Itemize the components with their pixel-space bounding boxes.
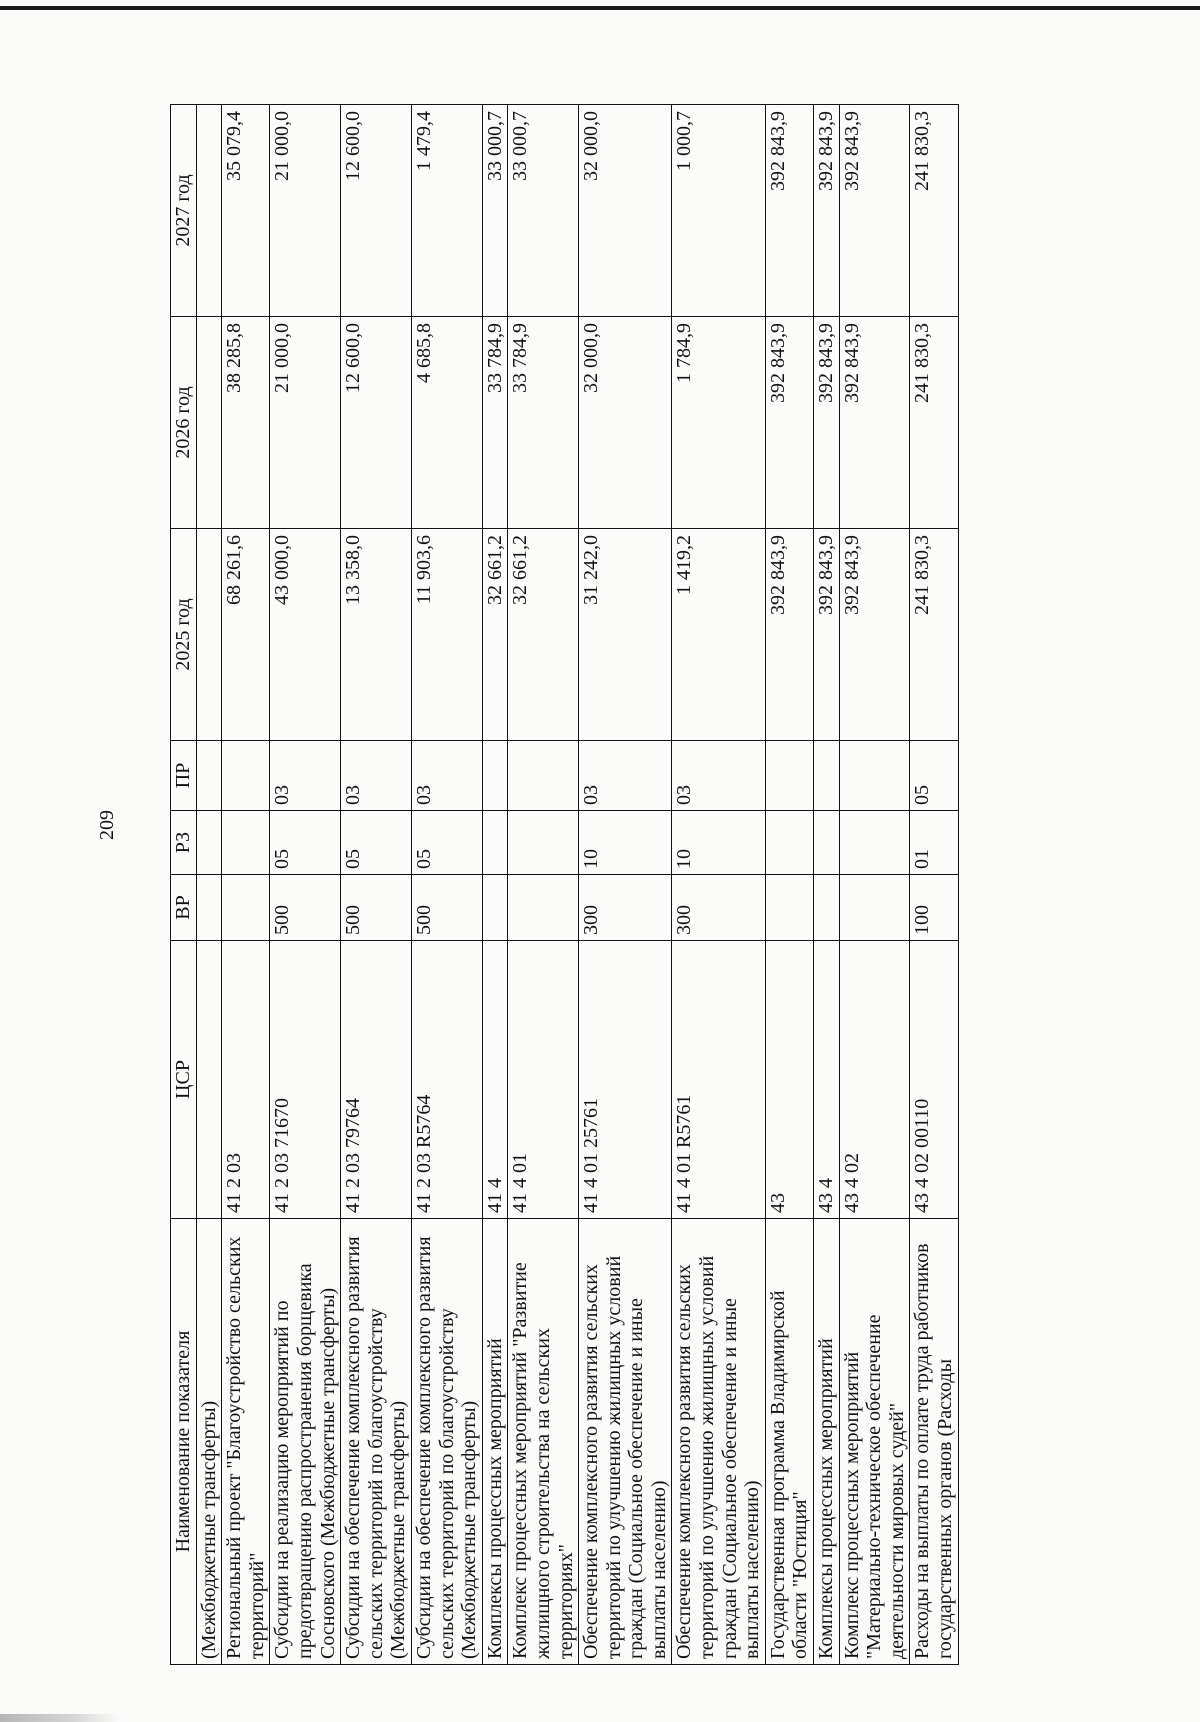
- cell-csr: 43: [765, 941, 813, 1219]
- cell-pr: 03: [579, 741, 672, 811]
- cell-rz: 01: [910, 811, 958, 875]
- table-row: [508, 105, 579, 1665]
- table-row: [910, 105, 958, 1665]
- cell-rz: 10: [579, 811, 672, 875]
- cell-csr: 43 4 02: [839, 941, 910, 1219]
- cell-rz: [222, 811, 270, 875]
- cell-name: Обеспечение комплексного развития сельских территорий по улучшению жилищных условий граждан (Социальное обеспечение и иные выплаты населению): [579, 1219, 672, 1665]
- cell-2026: 38 285,8: [222, 317, 270, 529]
- cell-pr: 05: [910, 741, 958, 811]
- cell-2027: 392 843,9: [765, 105, 813, 317]
- cell-2027: 12 600,0: [341, 105, 412, 317]
- cell-csr: 41 2 03 79764: [341, 941, 412, 1219]
- header-pr: ПР: [171, 741, 197, 811]
- cell-2026: 12 600,0: [341, 317, 412, 529]
- cell-pr: 03: [341, 741, 412, 811]
- cell-2025: 32 661,2: [508, 529, 579, 741]
- cell-2027: 35 079,4: [222, 105, 270, 317]
- cell-2025: 392 843,9: [814, 529, 840, 741]
- header-name: Наименование показателя: [171, 1219, 197, 1665]
- table-row: [341, 105, 412, 1665]
- cell-2027: 392 843,9: [839, 105, 910, 317]
- cell-2026: 21 000,0: [270, 317, 341, 529]
- cell-rz: [196, 811, 222, 875]
- table-header-row: [171, 105, 197, 1665]
- table-row: [672, 105, 765, 1665]
- cell-2026: 32 000,0: [579, 317, 672, 529]
- cell-name: Региональный проект "Благоустройство сельских территорий": [222, 1219, 270, 1665]
- cell-2025: 13 358,0: [341, 529, 412, 741]
- cell-vr: [196, 875, 222, 941]
- cell-2026: 392 843,9: [765, 317, 813, 529]
- scan-top-edge: [0, 6, 1200, 10]
- cell-rz: 05: [270, 811, 341, 875]
- cell-2027: 32 000,0: [579, 105, 672, 317]
- cell-name: Обеспечение комплексного развития сельских территорий по улучшению жилищных условий граждан (Социальное обеспечение и иные выплаты населению): [672, 1219, 765, 1665]
- cell-name: (Межбюджетные трансферты): [196, 1219, 222, 1665]
- cell-pr: [222, 741, 270, 811]
- cell-rz: 05: [341, 811, 412, 875]
- table-row: [839, 105, 910, 1665]
- cell-csr: 43 4: [814, 941, 840, 1219]
- cell-vr: 500: [411, 875, 482, 941]
- cell-2026: 4 685,8: [411, 317, 482, 529]
- table-row: [579, 105, 672, 1665]
- cell-2027: 33 000,7: [508, 105, 579, 317]
- cell-csr: 41 4 01: [508, 941, 579, 1219]
- cell-2025: 1 419,2: [672, 529, 765, 741]
- header-2026: 2026 год: [171, 317, 197, 529]
- cell-2027: 1 479,4: [411, 105, 482, 317]
- cell-vr: 300: [579, 875, 672, 941]
- cell-csr: 41 2 03 71670: [270, 941, 341, 1219]
- cell-vr: [765, 875, 813, 941]
- cell-csr: 43 4 02 00110: [910, 941, 958, 1219]
- table-row: [814, 105, 840, 1665]
- cell-csr: 41 2 03 R5764: [411, 941, 482, 1219]
- cell-name: Комплексы процессных мероприятий: [814, 1219, 840, 1665]
- cell-vr: [482, 875, 508, 941]
- cell-2025: 392 843,9: [839, 529, 910, 741]
- cell-name: Комплексы процессных мероприятий: [482, 1219, 508, 1665]
- cell-csr: 41 4: [482, 941, 508, 1219]
- cell-2027: 33 000,7: [482, 105, 508, 317]
- cell-name: Расходы на выплаты по оплате труда работников государственных органов (Расходы: [910, 1219, 958, 1665]
- header-rz: РЗ: [171, 811, 197, 875]
- cell-2025: 392 843,9: [765, 529, 813, 741]
- cell-2026: 392 843,9: [814, 317, 840, 529]
- table-row: [222, 105, 270, 1665]
- budget-table: [170, 104, 959, 1665]
- cell-pr: [196, 741, 222, 811]
- cell-pr: 03: [270, 741, 341, 811]
- cell-name: Комплекс процессных мероприятий "Развитие жилищного строительства на сельских территориях": [508, 1219, 579, 1665]
- cell-vr: [814, 875, 840, 941]
- cell-name: Субсидии на обеспечение комплексного развития сельских территорий по благоустройству (Межбюджетные трансферты): [341, 1219, 412, 1665]
- cell-rz: 10: [672, 811, 765, 875]
- cell-2026: 33 784,9: [482, 317, 508, 529]
- cell-pr: [508, 741, 579, 811]
- table-row: [196, 105, 222, 1665]
- cell-vr: 500: [341, 875, 412, 941]
- cell-2025: 43 000,0: [270, 529, 341, 741]
- cell-pr: 03: [411, 741, 482, 811]
- table-row: [482, 105, 508, 1665]
- cell-rz: 05: [411, 811, 482, 875]
- cell-2025: [196, 529, 222, 741]
- cell-2026: [196, 317, 222, 529]
- header-2027: 2027 год: [171, 105, 197, 317]
- cell-name: Комплекс процессных мероприятий "Материально-техническое обеспечение деятельности мировых судей": [839, 1219, 910, 1665]
- cell-2025: 241 830,3: [910, 529, 958, 741]
- cell-pr: [814, 741, 840, 811]
- scan-artifact: [0, 1714, 120, 1722]
- cell-rz: [482, 811, 508, 875]
- cell-csr: 41 4 01 R5761: [672, 941, 765, 1219]
- cell-2027: 241 830,3: [910, 105, 958, 317]
- cell-rz: [814, 811, 840, 875]
- cell-2025: 31 242,0: [579, 529, 672, 741]
- cell-pr: 03: [672, 741, 765, 811]
- table-row: [411, 105, 482, 1665]
- header-2025: 2025 год: [171, 529, 197, 741]
- cell-2025: 68 261,6: [222, 529, 270, 741]
- cell-2025: 11 903,6: [411, 529, 482, 741]
- cell-rz: [765, 811, 813, 875]
- cell-name: Субсидии на реализацию мероприятий по предотвращению распространения борщевика Сосновского (Межбюджетные трансферты): [270, 1219, 341, 1665]
- cell-vr: [508, 875, 579, 941]
- cell-vr: 500: [270, 875, 341, 941]
- cell-2027: [196, 105, 222, 317]
- cell-2026: 392 843,9: [839, 317, 910, 529]
- cell-name: Государственная программа Владимирской области "Юстиция": [765, 1219, 813, 1665]
- cell-rz: [508, 811, 579, 875]
- header-vr: ВР: [171, 875, 197, 941]
- cell-2025: 32 661,2: [482, 529, 508, 741]
- page-number: 209: [96, 810, 118, 840]
- rotated-table-container: [170, 105, 1070, 1665]
- cell-rz: [839, 811, 910, 875]
- cell-2026: 241 830,3: [910, 317, 958, 529]
- table-row: [270, 105, 341, 1665]
- table-row: [765, 105, 813, 1665]
- cell-vr: 300: [672, 875, 765, 941]
- cell-vr: 100: [910, 875, 958, 941]
- table-body: [196, 105, 958, 1665]
- cell-csr: 41 2 03: [222, 941, 270, 1219]
- cell-csr: 41 4 01 25761: [579, 941, 672, 1219]
- cell-2027: 21 000,0: [270, 105, 341, 317]
- cell-pr: [482, 741, 508, 811]
- cell-pr: [765, 741, 813, 811]
- cell-2026: 1 784,9: [672, 317, 765, 529]
- cell-pr: [839, 741, 910, 811]
- cell-2027: 392 843,9: [814, 105, 840, 317]
- cell-csr: [196, 941, 222, 1219]
- cell-vr: [839, 875, 910, 941]
- cell-name: Субсидии на обеспечение комплексного развития сельских территорий по благоустройству (Межбюджетные трансферты): [411, 1219, 482, 1665]
- cell-2027: 1 000,7: [672, 105, 765, 317]
- header-csr: ЦСР: [171, 941, 197, 1219]
- cell-vr: [222, 875, 270, 941]
- cell-2026: 33 784,9: [508, 317, 579, 529]
